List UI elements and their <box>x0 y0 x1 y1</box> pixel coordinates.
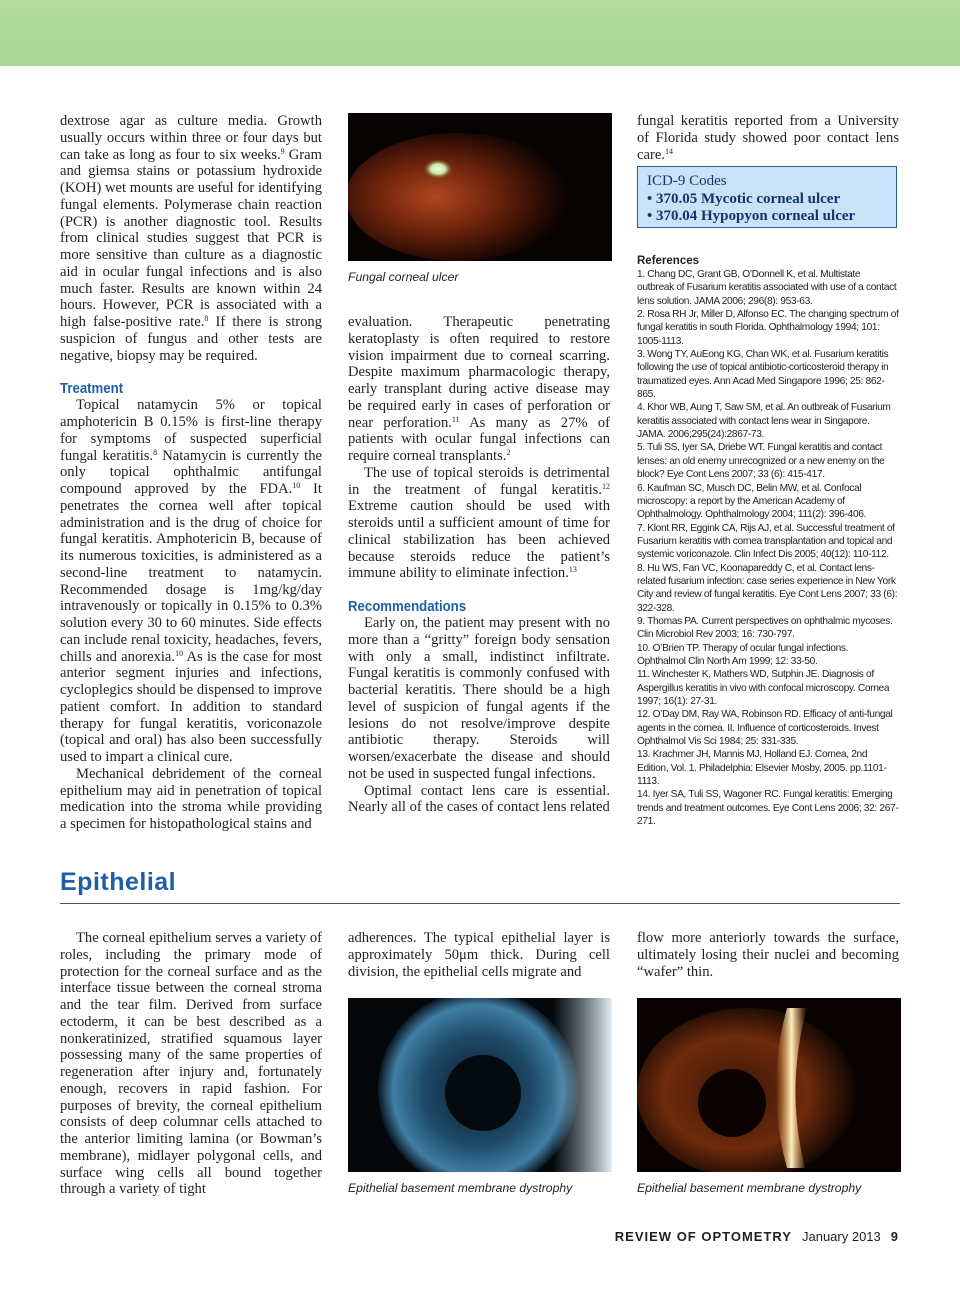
icd-codes-box <box>637 166 897 228</box>
epithelial-column-1 <box>60 930 322 1198</box>
section-title: Epithelial <box>60 868 177 896</box>
references-title: References <box>637 255 700 267</box>
reference-item: 6. Kaufman SC, Musch DC, Belin MW, et al. Confocal microscopy: a report by the American Academy of Ophthalmology. Ophthalmology 2004; 111(2): 396-406. <box>637 482 867 521</box>
reference-item: 9. Thomas PA. Current perspectives on ophthalmic mycoses. Clin Microbiol Rev 2003; 16: 730-797. <box>637 615 893 641</box>
photo-caption: Epithelial basement membrane dystrophy <box>637 1181 862 1195</box>
paragraph: Topical natamycin 5% or topical amphotericin B 0.15% is first-line therapy for symptoms of suspected superficial fungal keratitis.$^8$ Natamycin is currently the only topical ophthalmic antifungal compound approved by the FDA.$^{10}$ It penetrates the cornea well after topical administration and is the drug of choice for fungal keratitis. Amphotericin B, because of its numerous toxicities, is administered as a second-line treatment to natamycin. Recommended dosage is 1mg/kg/day intravenously or topically in 0.15% to 0.3% solution every 30 to 60 minutes. Side effects can include renal toxicity, headaches, fevers, chills and anorexia.$^{10}$ As is the case for most anterior segment injuries and infections, cycloplegics should be dispensed to improve patient comfort. In addition to standard therapy for fungal keratitis, voriconazole (topical and oral) has also been successfully used to impart a clinical cure. <box>60 397 323 765</box>
ebmd-photo-left <box>348 998 612 1172</box>
reference-item: 13. Krachmer JH, Mannis MJ, Holland EJ. Cornea, 2nd Edition, Vol. 1. Philadelphia: Elsevier Mosby, 2005. pp.1101-1113. <box>637 749 887 788</box>
reference-item: 14. Iyer SA, Tuli SS, Wagoner RC. Fungal keratitis: Emerging trends and treatment outcomes. Eye Cont Lens 2006; 32: 267-271. <box>637 789 899 828</box>
column-2 <box>348 314 610 816</box>
reference-item: 1. Chang DC, Grant GB, O’Donnell K, et al. Multistate outbreak of Fusarium keratitis associated with use of a contact lens solution. JAMA 2006; 296(8): 953-63. <box>637 269 897 307</box>
epithelial-column-3 <box>637 930 899 980</box>
paragraph: flow more anteriorly towards the surface, ultimately losing their nuclei and becoming “wafer” thin. <box>637 930 899 980</box>
ebmd-photo-right <box>637 998 901 1172</box>
reference-item: 12. O’Day DM, Ray WA, Robinson RD. Efficacy of anti-fungal agents in the cornea. II. Influence of corticosteroids. Invest Ophthalmol Vis Sci 1984; 25: 331-335. <box>637 709 893 748</box>
treatment-heading: Treatment <box>60 380 124 398</box>
reference-item: 8. Hu WS, Fan VC, Koonapareddy C, et al. Contact lens-related fusarium infection: case series experience in New York City and review of fungal keratitis. Eye Cont Lens 2007; 33 (6): 322-328. <box>637 562 898 614</box>
reference-item: 5. Tuli SS, Iyer SA, Driebe WT. Fungal keratitis and contact lenses: an old enemy unrecognized or a new enemy on the block? Eye Cont Lens 2007; 33 (6): 415-417. <box>637 442 885 481</box>
eye-image <box>348 998 612 1172</box>
page-number: 9 <box>890 1229 898 1244</box>
issue-date: January 2013 <box>801 1229 881 1244</box>
references-list <box>637 255 899 828</box>
icd-title: ICD-9 Codes <box>647 173 727 189</box>
paragraph: The corneal epithelium serves a variety of roles, including the primary mode of protection for the corneal surface and as the interface tissue between the corneal stroma and the tear film. Derived from surface ectoderm, it can be best described as a nonkeratinized, stratified squamous layer possessing many of the same properties of regeneration after injury and, fortunately enough, recovers in rapid fashion. For purposes of brevity, the corneal epithelium consists of deep columnar cells attached to the anterior limiting lamina (or Bowman’s membrane), midlayer polygonal cells, and surface wing cells all bound together through a variety of tight <box>60 930 322 1198</box>
icd-item: • 370.04 Hypopyon corneal ulcer <box>647 208 856 224</box>
section-divider <box>60 903 900 904</box>
reference-item: 2. Rosa RH Jr, Miller D, Alfonso EC. The changing spectrum of fungal keratitis in south Florida. Ophthalmology 1994; 101: 1005-1113. <box>637 309 899 347</box>
reference-item: 3. Wong TY, AuEong KG, Chan WK, et al. Fusarium keratitis following the use of topical antibiotic-corticosteroid therapy in traumatized eyes. Ann Acad Med Singapore 1996; 25: 862-865. <box>637 349 889 401</box>
page-footer <box>615 1229 898 1244</box>
paragraph: Optimal contact lens care is essential. Nearly all of the cases of contact lens related <box>348 782 610 816</box>
eye-image <box>637 998 901 1172</box>
epithelial-column-2 <box>348 930 610 980</box>
reference-item: 7. Klont RR, Eggink CA, Rijs AJ, et al. Successful treatment of Fusarium keratitis with cornea transplantation and topical and systemic voriconazole. Clin Infect Dis 2005; 40(12): 110-112. <box>637 522 895 561</box>
column-3-intro <box>637 113 899 163</box>
paragraph: dextrose agar as culture media. Growth usually occurs within three or four days but can take as long as four to six weeks.$^9$ Gram and giemsa stains or potassium hydroxide (KOH) wet mounts are useful for identifying fungal elements. Polymerase chain reaction (PCR) is another diagnostic tool. Results from clinical studies suggest that PCR is more sensitive than culture as a diagnostic aid in ocular fungal infections and is also much faster. Results are known within 24 hours. However, PCR is associated with a high false-positive rate.$^8$ If there is strong suspicion of fungus and other tests are negative, biopsy may be required. <box>60 113 322 364</box>
paragraph: adherences. The typical epithelial layer is approximately 50μm thick. During cell division, the epithelial cells migrate and <box>348 930 610 980</box>
reference-item: 10. O’Brien TP. Therapy of ocular fungal infections. Ophthalmol Clin North Am 1999; 12: 33-50. <box>637 642 849 667</box>
paragraph: evaluation. Therapeutic penetrating keratoplasty is often required to restore vision impairment due to corneal scarring. Despite maximum pharmacologic therapy, early transplant during active disease may be required early in cases of perforation or near perforation.$^{11}$ As many as 27% of patients with ocular fungal infections can require corneal transplants.$^2$ <box>348 314 610 464</box>
column-1 <box>60 113 322 833</box>
paragraph: The use of topical steroids is detrimental in the treatment of fungal keratitis.$^{12}$ Extreme caution should be used with steroids until a sufficient amount of time for clinical stabilization has been achieved because steroids reduce the patient’s immune ability to eliminate infection.$^{13}$ <box>348 464 610 582</box>
magazine-name: REVIEW OF OPTOMETRY <box>614 1229 792 1244</box>
eye-image <box>348 113 612 261</box>
photo-caption: Epithelial basement membrane dystrophy <box>348 1181 573 1195</box>
header-band <box>0 0 960 66</box>
paragraph: Mechanical debridement of the corneal epithelium may aid in penetration of topical medication into the stroma while providing a specimen for histopathological stains and <box>60 765 322 832</box>
reference-item: 11. Winchester K, Mathers WD, Sutphin JE. Diagnosis of Aspergillus keratitis in vivo with confocal microscopy. Cornea 1997; 16(1): 27-31. <box>637 669 890 707</box>
fungal-corneal-ulcer-photo <box>348 113 612 261</box>
photo-caption: Fungal corneal ulcer <box>348 270 459 284</box>
recommendations-heading: Recommendations <box>348 598 467 615</box>
paragraph: fungal keratitis reported from a University of Florida study showed poor contact lens care.$^{14}$ <box>637 113 899 163</box>
reference-item: 4. Khor WB, Aung T, Saw SM, et al. An outbreak of Fusarium keratitis associated with contact lens wear in Singapore. JAMA. 2006;295(24):2867-73. <box>637 402 891 441</box>
icd-item: • 370.05 Mycotic corneal ulcer <box>647 190 841 207</box>
paragraph: Early on, the patient may present with no more than a “gritty” foreign body sensation with only a small, indistinct infiltrate. Fungal keratitis is commonly confused with bacterial keratitis. There should be a high level of suspicion of fungal agents if the lesions do not resolve/improve despite antibiotic therapy. Steroids will worsen/exacerbate the disease and should not be used in suspected fungal infections. <box>348 615 610 782</box>
